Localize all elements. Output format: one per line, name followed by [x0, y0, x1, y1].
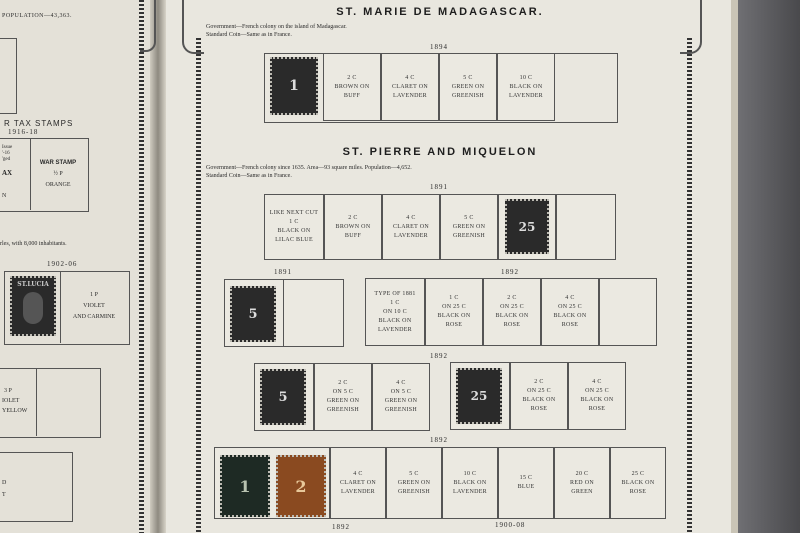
miquelon-row2-cell-1c-type: TYPE OF 1881 1 C ON 10 C BLACK ON LAVENDER	[365, 278, 425, 346]
madagascar-government: Government—French colony on the island of Madagascar.	[206, 24, 347, 30]
miquelon-year-1891: 1891	[430, 183, 448, 191]
miquelon-row3-cell-4c-a: 4 C ON 5 C GREEN ON GREENISH	[372, 363, 430, 431]
left-page-border	[139, 0, 144, 533]
miquelon-row3-stamp-a: 5	[260, 369, 306, 425]
cell-3p: 3 P IOLET YELLOW	[2, 388, 28, 414]
right-page-border-right	[687, 38, 692, 533]
miquelon-row4-cell-15c: 15 C BLUE	[498, 447, 554, 519]
miquelon-government: Government—French colony since 1635. Area—93 square miles. Population—4,652.	[206, 165, 412, 171]
row2-stamp-divider	[283, 279, 284, 347]
miquelon-year-1900-08: 1900-08	[495, 521, 526, 529]
madagascar-year: 1894	[430, 43, 448, 51]
madagascar-stamp: 1	[270, 57, 318, 115]
frag-d: D	[2, 480, 7, 486]
miquelon-row2-stamp: 5	[230, 286, 276, 342]
miquelon-year-1892a: 1892	[501, 268, 519, 276]
year-1902: 1902-06	[47, 260, 78, 268]
miquelon-row1-cell-1c: LIKE NEXT CUT 1 C BLACK ON LILAC BLUE	[264, 194, 324, 260]
madagascar-cell-2c: 2 C BROWN ON BUFF	[323, 53, 381, 121]
miquelon-row2-cell-2c: 2 C ON 25 C BLACK ON ROSE	[483, 278, 541, 346]
madagascar-cell-10c: 10 C BLACK ON LAVENDER	[497, 53, 555, 121]
miquelon-row1-cell-4c: 4 C CLARET ON LAVENDER	[382, 194, 440, 260]
corner-ornament-right	[680, 0, 702, 54]
book-gutter	[150, 0, 166, 533]
war-stamp-cell: WAR STAMP ½ P ORANGE	[39, 160, 77, 188]
madagascar-cell-4c: 4 C CLARET ON LAVENDER	[381, 53, 439, 121]
frag-t: T	[2, 492, 6, 498]
tax-stamps-years: 1916-18	[8, 128, 39, 136]
miquelon-row4-cell-5c: 5 C GREEN ON GREENISH	[386, 447, 442, 519]
madagascar-cell-5c: 5 C GREEN ON GREENISH	[439, 53, 497, 121]
right-page-border-left	[196, 38, 201, 533]
ax-text: AX	[2, 169, 13, 177]
miquelon-row4-stamp-2: 2	[276, 455, 326, 517]
miquelon-row3-cell-2c-a: 2 C ON 5 C GREEN ON GREENISH	[314, 363, 372, 431]
miquelon-row3-cell-4c-b: 4 C ON 25 C BLACK ON ROSE	[568, 362, 626, 430]
miquelon-row2-empty-cell	[599, 278, 657, 346]
tax-box-divider	[30, 138, 31, 210]
left-population-text: POPULATION—43,363.	[2, 13, 73, 19]
miquelon-coin: Standard Coin—Same as in France.	[206, 173, 292, 179]
left-corner-ornament	[140, 0, 156, 52]
miquelon-row2-cell-4c: 4 C ON 25 C BLACK ON ROSE	[541, 278, 599, 346]
st-lucia-divider	[60, 271, 61, 343]
inhabitants-text: rles, with 8,000 inhabitants.	[0, 241, 67, 247]
miquelon-year-1892c: 1892	[430, 436, 448, 444]
miquelon-row1-empty-cell	[556, 194, 616, 260]
table-background	[738, 0, 800, 533]
st-lucia-value-cell: 1 P VIOLET AND CARMINE	[72, 292, 116, 320]
miquelon-title: ST. PIERRE AND MIQUELON	[342, 146, 538, 158]
miquelon-row4-stamp-1: 1	[220, 455, 270, 517]
miquelon-row2-cell-1c: 1 C ON 25 C BLACK ON ROSE	[425, 278, 483, 346]
miquelon-row1-cell-2c: 2 C BROWN ON BUFF	[324, 194, 382, 260]
left-box-bottom	[0, 452, 73, 522]
miquelon-year-1892b: 1892	[430, 352, 448, 360]
issue-lines: Issue '-16 'ged	[2, 145, 13, 162]
miquelon-row3-stamp-b: 25	[456, 368, 502, 424]
miquelon-year-1892d: 1892	[332, 523, 350, 531]
n-text: N	[2, 193, 7, 199]
miquelon-row3-cell-2c-b: 2 C ON 25 C BLACK ON ROSE	[510, 362, 568, 430]
box-3p-divider	[36, 368, 37, 436]
miquelon-row4-cell-20c: 20 C RED ON GREEN	[554, 447, 610, 519]
miquelon-row4-cell-4c: 4 C CLARET ON LAVENDER	[330, 447, 386, 519]
miquelon-row4-cell-10c: 10 C BLACK ON LAVENDER	[442, 447, 498, 519]
madagascar-coin: Standard Coin—Same as in France.	[206, 32, 292, 38]
miquelon-year-1891b: 1891	[274, 268, 292, 276]
st-lucia-stamp: ST.LUCIA	[10, 276, 56, 336]
miquelon-row4-cell-25c: 25 C BLACK ON ROSE	[610, 447, 666, 519]
tax-stamps-heading: R TAX STAMPS	[4, 119, 74, 128]
miquelon-row1-cell-5c: 5 C GREEN ON GREENISH	[440, 194, 498, 260]
portrait-icon	[23, 292, 43, 324]
madagascar-title: ST. MARIE DE MADAGASCAR.	[336, 6, 544, 18]
corner-ornament-left	[182, 0, 204, 54]
left-stamp-box-top	[0, 38, 17, 114]
page-edge	[731, 0, 738, 533]
miquelon-row1-stamp: 25	[505, 199, 549, 254]
